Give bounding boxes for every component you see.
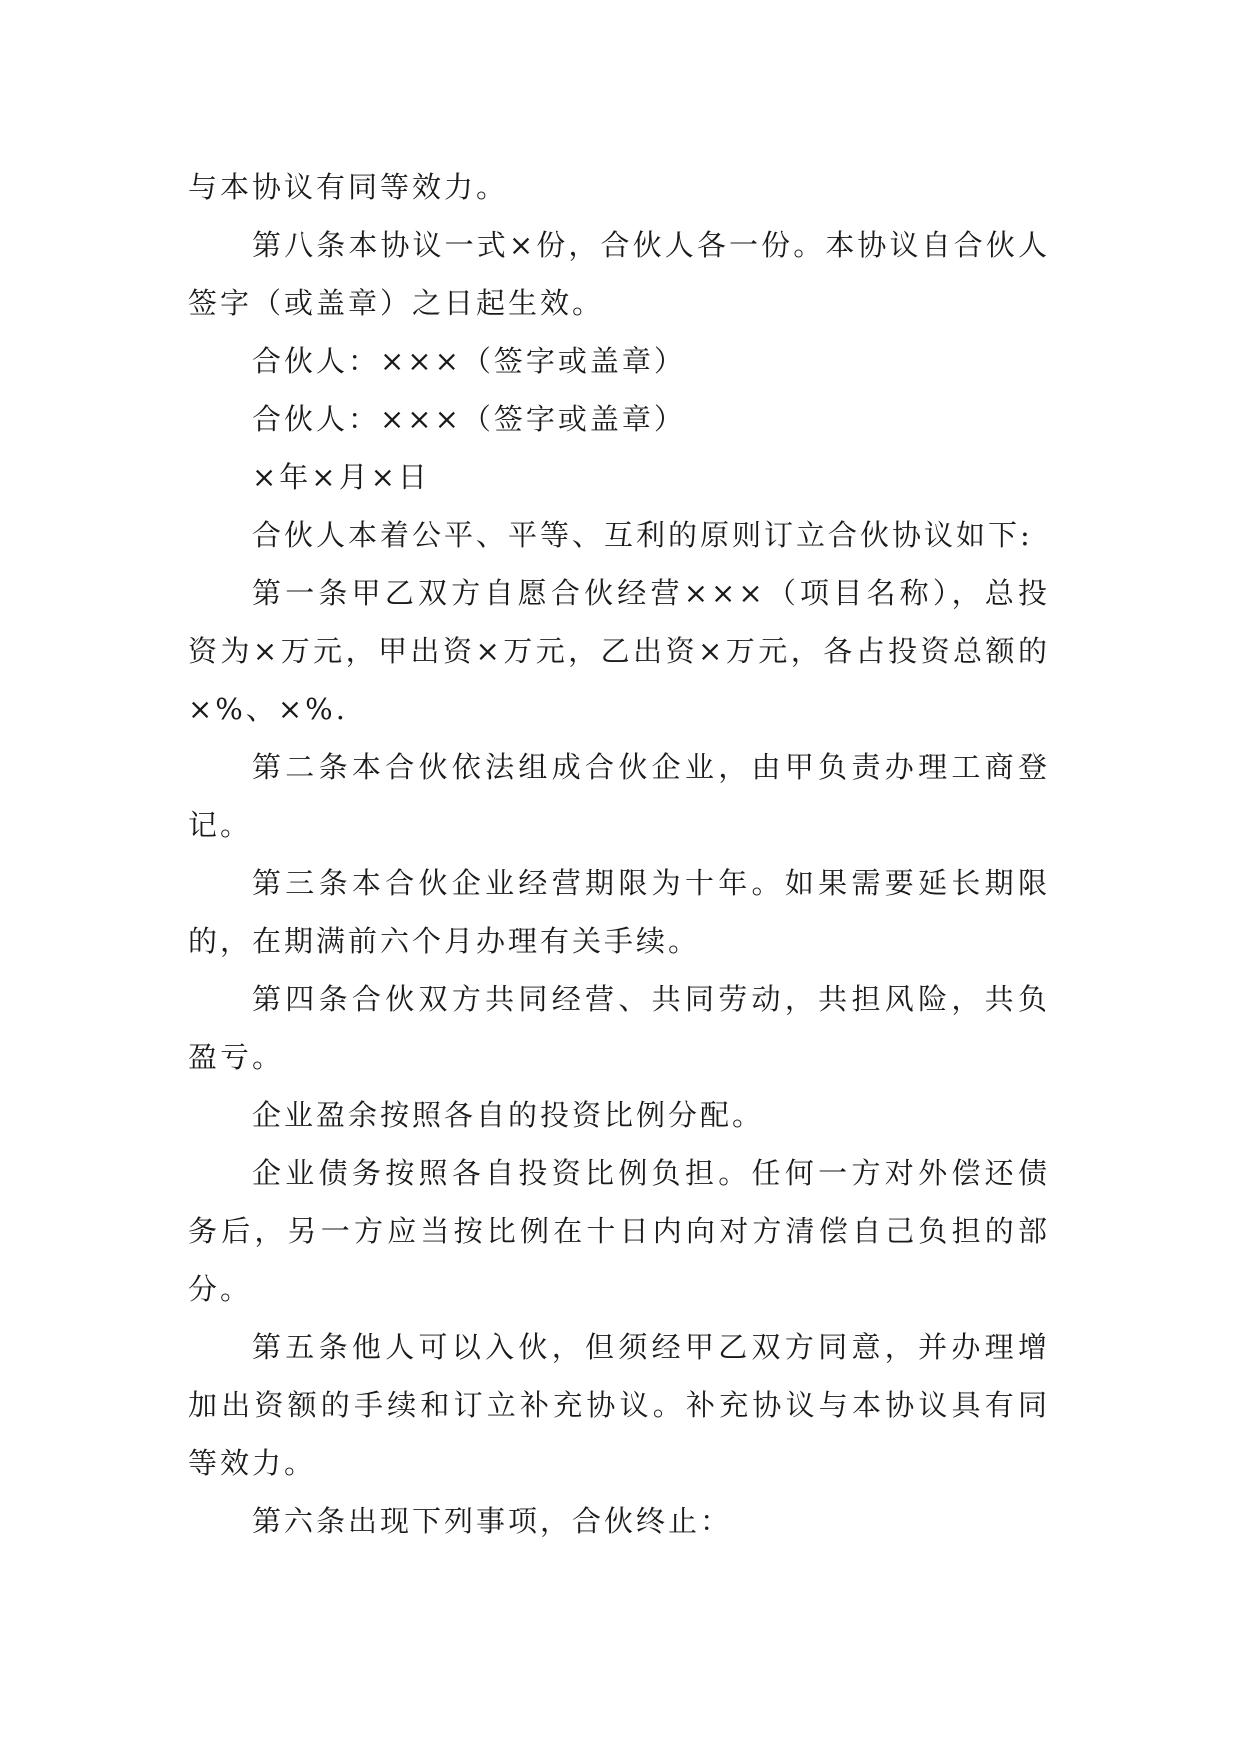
paragraph-debt-sharing: 企业债务按照各自投资比例负担。任何一方对外偿还债务后，另一方应当按比例在十日内向对方清偿自己负担的部分。 bbox=[188, 1156, 1050, 1306]
paragraph-partner-signature-1: 合伙人：×××（签字或盖章） bbox=[252, 344, 686, 378]
paragraph-article-5: 第五条他人可以入伙，但须经甲乙双方同意，并办理增加出资额的手续和订立补充协议。补充协议与本协议具有同等效力。 bbox=[188, 1330, 1050, 1480]
paragraph-article-2: 第二条本合伙依法组成合伙企业，由甲负责办理工商登记。 bbox=[188, 750, 1050, 842]
paragraph-date: ×年×月×日 bbox=[252, 460, 430, 494]
paragraph-preamble: 合伙人本着公平、平等、互利的原则订立合伙协议如下: bbox=[252, 518, 1033, 552]
paragraph-continuation: 与本协议有同等效力。 bbox=[188, 170, 509, 204]
paragraph-article-8: 第八条本协议一式×份，合伙人各一份。本协议自合伙人签字（或盖章）之日起生效。 bbox=[188, 228, 1050, 320]
paragraph-profit-distribution: 企业盈余按照各自的投资比例分配。 bbox=[252, 1098, 765, 1132]
paragraph-article-6: 第六条出现下列事项，合伙终止： bbox=[252, 1504, 733, 1538]
paragraph-article-3: 第三条本合伙企业经营期限为十年。如果需要延长期限的，在期满前六个月办理有关手续。 bbox=[188, 866, 1050, 958]
paragraph-article-1: 第一条甲乙双方自愿合伙经营×××（项目名称），总投资为×万元，甲出资×万元，乙出资×万元，各占投资总额的×%、×%. bbox=[188, 576, 1050, 726]
document-body bbox=[188, 158, 1050, 1550]
paragraph-article-4: 第四条合伙双方共同经营、共同劳动，共担风险，共负盈亏。 bbox=[188, 982, 1050, 1074]
paragraph-partner-signature-2: 合伙人：×××（签字或盖章） bbox=[252, 402, 686, 436]
